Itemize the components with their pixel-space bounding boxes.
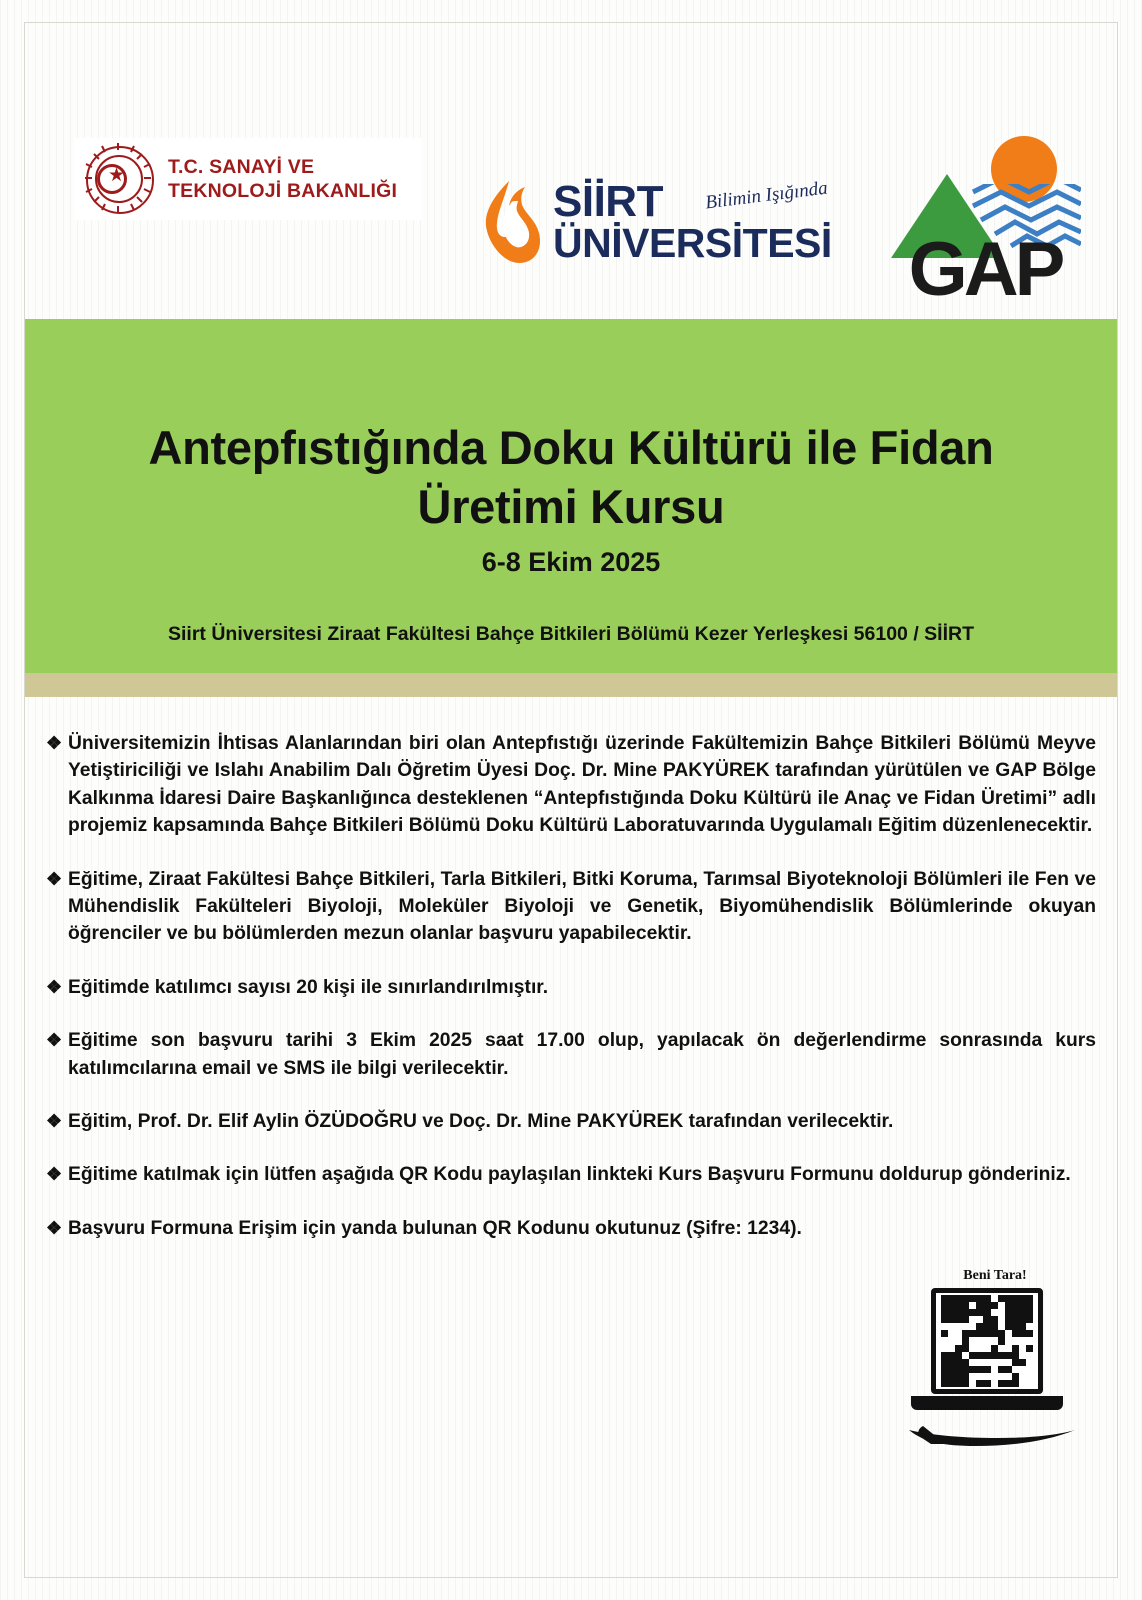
laptop-screen <box>931 1288 1043 1394</box>
university-logo-line1: SİİRT <box>553 176 663 226</box>
qr-code-icon[interactable] <box>941 1295 1033 1387</box>
paragraph <box>46 1108 1096 1135</box>
bullet-icon: ❖ <box>46 868 63 889</box>
paragraph <box>46 1215 1096 1242</box>
paragraph <box>46 866 1096 948</box>
paragraph-text: Eğitime katılmak için lütfen aşağıda QR Kodu paylaşılan linkteki Kurs Başvuru Formunu doldurup gönderiniz. <box>68 1164 1071 1186</box>
ministry-logo-line2: TEKNOLOJİ BAKANLIĞI <box>168 180 398 202</box>
university-logo <box>479 168 832 276</box>
hand-icon <box>905 1400 1085 1448</box>
bullet-icon: ❖ <box>46 1030 63 1051</box>
laptop-illustration <box>905 1288 1085 1448</box>
paragraph-text: Üniversitemizin İhtisas Alanlarından biri olan Antepfıstığı üzerinde Fakültemizin Bahçe Bitkileri Bölümü Meyve Yetiştiriciliği ve Islahı Anabilim Dalı Öğretim Üyesi Doç. Dr. Mine PAKYÜREK tarafından yürütülen ve GAP Bölge Kalkınma İdaresi Daire Başkanlığınca desteklenen “Antepfıstığında Doku Kültürü ile Anaç ve Fidan Üretimi” adlı projemiz kapsamında Bahçe Bitkileri Bölümü Doku Kültürü Laboratuvarında Uygulamalı Eğitim düzenlenecektir. <box>68 733 1096 837</box>
paragraph-text: Eğitimde katılımcı sayısı 20 kişi ile sınırlandırılmıştır. <box>68 976 549 998</box>
university-logo-line2: ÜNİVERSİTESİ <box>553 219 832 266</box>
paragraph-text: Eğitime son başvuru tarihi 3 Ekim 2025 saat 17.00 olup, yapılacak ön değerlendirme sonrasında kurs katılımcılarına email ve SMS ile bilgi verilecektir. <box>68 1030 1096 1079</box>
paragraph <box>46 974 1096 1001</box>
qr-caption: Beni Tara! <box>963 1268 1027 1283</box>
paragraph-text: Eğitime, Ziraat Fakültesi Bahçe Bitkileri, Tarla Bitkileri, Bitki Koruma, Tarımsal Biyoteknoloji Bölümleri ile Fen ve Mühendislik Fakülteleri Biyoloji, Moleküler Biyoloji ve Genetik, Biyomühendislik Bölümlerinde okuyan öğrenciler ve bu bölümlerden mezun olanlar başvuru yapabilecektir. <box>68 868 1096 945</box>
paragraph <box>46 730 1096 840</box>
paragraph <box>46 1027 1096 1082</box>
ministry-logo-text <box>168 155 397 204</box>
logo-row <box>24 60 1118 312</box>
bullet-icon: ❖ <box>46 1217 63 1238</box>
bullet-icon: ❖ <box>46 976 63 997</box>
qr-section[interactable] <box>900 1268 1090 1468</box>
university-logo-slogan: Bilimin Işığında <box>704 177 829 213</box>
gap-logo-text: GAP <box>908 227 1062 312</box>
bullet-icon: ❖ <box>46 1164 63 1185</box>
ministry-logo-line1: T.C. SANAYİ VE <box>168 155 315 178</box>
paragraph-text: Eğitim, Prof. Dr. Elif Aylin ÖZÜDOĞRU ve Doç. Dr. Mine PAKYÜREK tarafından verilecektir. <box>68 1110 894 1132</box>
paragraph-text: Başvuru Formuna Erişim için yanda bulunan QR Kodunu okutunuz (Şifre: 1234). <box>68 1217 802 1239</box>
title-banner <box>25 319 1117 673</box>
ministry-logo <box>74 138 422 220</box>
bullet-icon: ❖ <box>46 733 63 753</box>
bullet-icon: ❖ <box>46 1110 63 1131</box>
page-title: Antepfıstığında Doku Kültürü ile Fidan Üretimi Kursu <box>148 421 994 533</box>
body-content <box>46 730 1096 1242</box>
paragraph <box>46 1161 1096 1188</box>
event-venue: Siirt Üniversitesi Ziraat Fakültesi Bahçe Bitkileri Bölümü Kezer Yerleşkesi 56100 / SİİRT <box>168 622 974 645</box>
gap-logo <box>887 122 1083 312</box>
university-logo-text <box>553 176 832 266</box>
flame-icon <box>479 179 543 265</box>
banner-accent-stripe <box>25 673 1117 697</box>
ministry-emblem-icon: ★ <box>80 142 158 216</box>
event-date: 6-8 Ekim 2025 <box>481 546 661 577</box>
